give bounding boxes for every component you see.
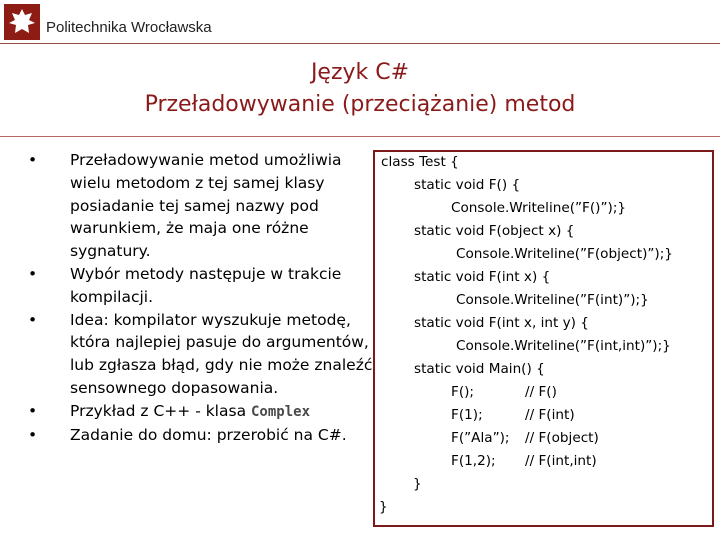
- code-line: F(1);: [451, 407, 483, 423]
- code-line: F(1,2);: [451, 453, 496, 469]
- code-comment: // F(): [525, 384, 557, 400]
- code-line: }: [379, 499, 388, 515]
- bullet-item: [28, 424, 378, 447]
- slide-subtitle: Przeładowywanie (przeciążanie) metod: [144, 92, 576, 117]
- bullet-icon: •: [28, 264, 38, 283]
- bullet-icon: •: [28, 310, 38, 329]
- code-comment: // F(object): [525, 430, 599, 446]
- code-line: class Test {: [381, 154, 459, 170]
- code-line: Console.Writeline(”F(int,int)”);}: [456, 338, 671, 354]
- bullet-icon: •: [28, 425, 38, 444]
- header-divider: [0, 43, 720, 44]
- code-line: static void F() {: [414, 177, 521, 193]
- code-line: Console.Writeline(”F(int)”);}: [456, 292, 649, 308]
- bullet-text: Wybór metody następuje w trakcie kompilacji.: [70, 264, 342, 306]
- code-line: static void F(object x) {: [414, 223, 575, 239]
- bullet-icon: •: [28, 151, 38, 169]
- eagle-icon: [4, 4, 40, 40]
- code-line: Console.Writeline(”F(object)”);}: [456, 246, 673, 262]
- bullet-text: Idea: kompilator wyszukuje metodę, która najlepiej pasuje do argumentów, lub zgłasza błąd, gdy nie może znaleźć sensownego dopasowania.: [70, 310, 373, 397]
- code-line: }: [413, 476, 422, 492]
- code-line: static void F(int x, int y) {: [414, 315, 589, 331]
- bullet-icon: •: [28, 401, 38, 420]
- bullet-list: [28, 149, 378, 446]
- code-line: static void F(int x) {: [414, 269, 551, 285]
- code-comment: // F(int): [525, 407, 575, 423]
- slide-title: Język C#: [310, 60, 410, 85]
- bullet-text: Przykład z C++ - klasa: [70, 401, 251, 420]
- code-line: Console.Writeline(”F()”);}: [451, 200, 627, 216]
- university-name: Politechnika Wrocławska: [46, 19, 212, 36]
- bullet-item: [28, 400, 378, 424]
- code-line: F(”Ala”);: [451, 430, 510, 446]
- bullet-text: Zadanie do domu: przerobić na C#.: [70, 425, 347, 444]
- university-logo: [4, 4, 40, 40]
- bullet-item: [28, 149, 378, 263]
- title-divider: [0, 136, 720, 137]
- code-line: F();: [451, 384, 475, 400]
- bullet-item: [28, 263, 378, 309]
- bullet-code: Complex: [251, 403, 311, 420]
- bullet-item: [28, 309, 378, 400]
- code-line: static void Main() {: [414, 361, 545, 377]
- bullet-text: Przeładowywanie metod umożliwia wielu metodom z tej samej klasy posiadanie tej samej nazwy pod warunkiem, że maja one różne sygnatury.: [70, 151, 342, 261]
- code-comment: // F(int,int): [525, 453, 597, 469]
